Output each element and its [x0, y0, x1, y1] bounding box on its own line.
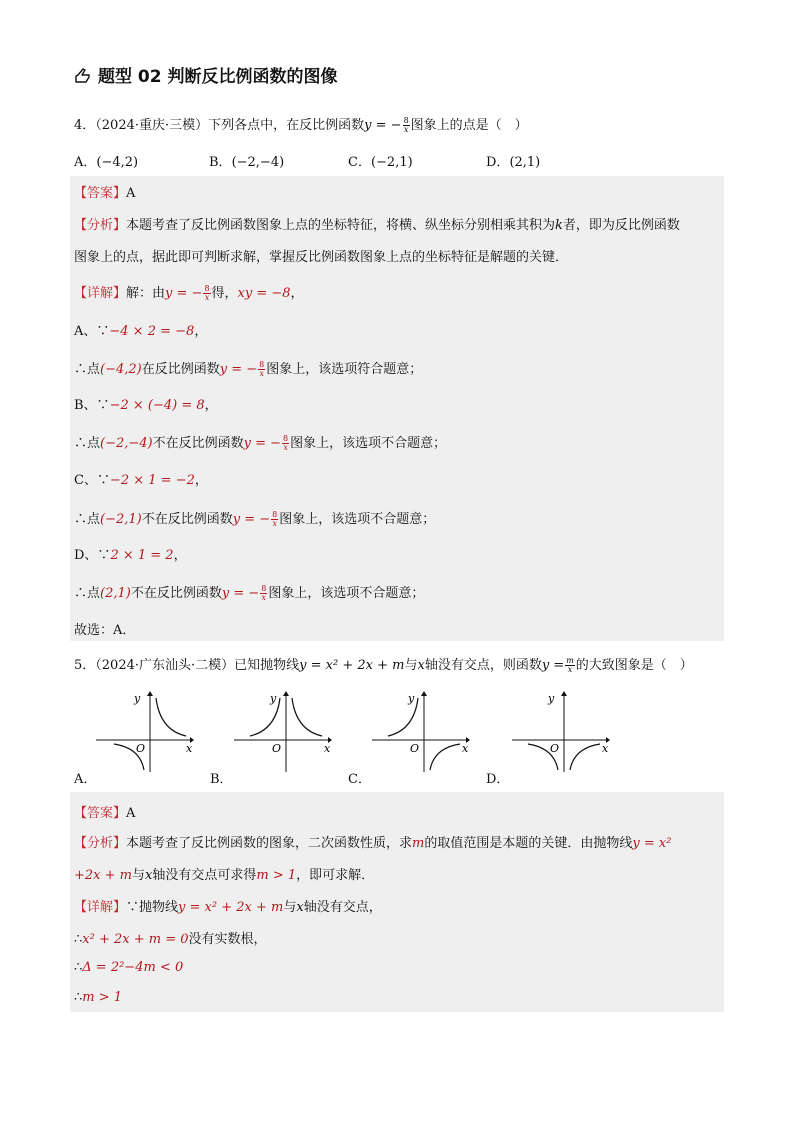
origin-label: O: [272, 742, 282, 755]
option-b: B．(−2,−4): [209, 155, 285, 170]
x-label: x: [324, 742, 331, 755]
step-line: B、∵−2 × (−4) = 8，: [74, 398, 218, 413]
analysis-line-2: +2x + m与x轴没有交点可求得m > 1，即可求解．: [74, 868, 375, 883]
fraction: $\frac{8}{x}$: [403, 116, 409, 134]
stem-text: 图象上的点是（ ）: [410, 118, 528, 133]
graph-label-a: A．: [74, 772, 97, 787]
origin-label: O: [410, 742, 420, 755]
question-number: 5．: [74, 658, 96, 673]
y-label: y: [548, 692, 555, 705]
fraction: $\frac{8}{x}$: [259, 360, 265, 378]
function-expression: y =: [541, 658, 565, 673]
stem-text: 已知抛物线: [234, 658, 300, 673]
analysis-line-1: 【分析】本题考查了反比例函数的图象，二次函数性质，求m的取值范围是本题的关键．由抛物线y = x²: [74, 836, 672, 851]
option-d: D．(2,1): [486, 155, 541, 170]
y-axis-arrow: [561, 691, 567, 696]
curve-quadrant-4: [430, 744, 460, 770]
curve-quadrant-1: [156, 698, 186, 736]
step-line: ∴x² + 2x + m = 0没有实数根，: [74, 932, 267, 947]
step-line: ∴Δ = 2²−4m < 0: [74, 960, 184, 975]
graph-label-c: C．: [348, 772, 371, 787]
answer-4-block: [70, 176, 724, 641]
fraction: $\frac{8}{x}$: [204, 284, 210, 302]
question-5-stem: [74, 654, 693, 674]
section-heading-text: 题型 02 判断反比例函数的图像: [98, 67, 338, 87]
graph-label-d: D．: [486, 772, 510, 787]
answer-5-block: [70, 792, 724, 1012]
detail-line: 【详解】∵抛物线y = x² + 2x + m与x轴没有交点，: [74, 900, 382, 915]
step-line: ∴点(−2,1)不在反比例函数y = − $\frac{8}{x}$ 图象上，该选项不合题意；: [74, 510, 436, 528]
function-expression: y = −: [364, 118, 402, 133]
stem-text: 与: [404, 658, 418, 673]
question-number: 4．: [74, 118, 96, 133]
option-c: C．(−2,1): [348, 155, 413, 170]
section-heading: [74, 62, 338, 87]
analysis-line-1: 【分析】本题考查了反比例函数图象上点的坐标特征，将横、纵坐标分别相乘其积为k者，即为反比例函数: [74, 218, 680, 233]
answer-line: 【答案】A: [74, 806, 136, 821]
x-label: x: [186, 742, 193, 755]
answer-line: 【答案】A: [74, 186, 136, 201]
curve-quadrant-4: [570, 744, 600, 770]
step-line: A、∵−4 × 2 = −8，: [74, 324, 208, 339]
graph-option-d: [510, 690, 610, 774]
y-label: y: [134, 692, 141, 705]
pointing-hand-icon: [74, 67, 92, 83]
graph-option-b: [232, 690, 332, 774]
y-axis-arrow: [147, 691, 153, 696]
detail-line: 【详解】解：由y = − $\frac{8}{x}$ 得，xy = −8，: [74, 284, 304, 302]
stem-text: 的大致图象是（ ）: [575, 658, 693, 673]
parabola-expression: y = x² + 2x + m: [299, 658, 405, 673]
question-4-stem: [74, 114, 528, 134]
step-line: ∴点(−2,−4)不在反比例函数y = − $\frac{8}{x}$ 图象上，该选项不合题意；: [74, 434, 447, 452]
step-line: ∴m > 1: [74, 990, 123, 1005]
stem-text: 轴没有交点，则函数: [424, 658, 542, 673]
step-line: ∴点(2,1)不在反比例函数y = − $\frac{8}{x}$ 图象上，该选项不合题意；: [74, 584, 425, 602]
y-axis-arrow: [283, 691, 289, 696]
question-source: （2024·广东汕头·二模）: [95, 658, 235, 673]
curve-quadrant-1: [292, 698, 322, 736]
stem-text: 下列各点中，在反比例函数: [208, 118, 365, 133]
y-label: y: [408, 692, 415, 705]
conclusion-line: 故选：A．: [74, 623, 136, 638]
y-label: y: [270, 692, 277, 705]
origin-label: O: [550, 742, 560, 755]
fraction: $\frac{8}{x}$: [272, 510, 278, 528]
fraction: $\frac{8}{x}$: [283, 434, 289, 452]
graph-option-a: [94, 690, 194, 774]
question-source: （2024·重庆·三模）: [95, 118, 209, 133]
step-line: C、∵−2 × 1 = −2，: [74, 473, 208, 488]
step-line: ∴点(−4,2)在反比例函数y = − $\frac{8}{x}$ 图象上，该选项符合题意；: [74, 360, 423, 378]
x-label: x: [602, 742, 609, 755]
fraction: $\frac{m}{x}$: [566, 656, 574, 674]
graph-label-b: B．: [210, 772, 233, 787]
x-label: x: [462, 742, 469, 755]
x-variable: x: [417, 658, 425, 673]
origin-label: O: [136, 742, 146, 755]
graph-option-c: [370, 690, 470, 774]
fraction: $\frac{8}{x}$: [261, 584, 267, 602]
step-line: D、∵2 × 1 = 2，: [74, 548, 187, 563]
y-axis-arrow: [421, 691, 427, 696]
analysis-line-2: 图象上的点，据此即可判断求解，掌握反比例函数图象上点的坐标特征是解题的关键．: [74, 250, 569, 265]
option-a: A．(−4,2): [74, 155, 139, 170]
